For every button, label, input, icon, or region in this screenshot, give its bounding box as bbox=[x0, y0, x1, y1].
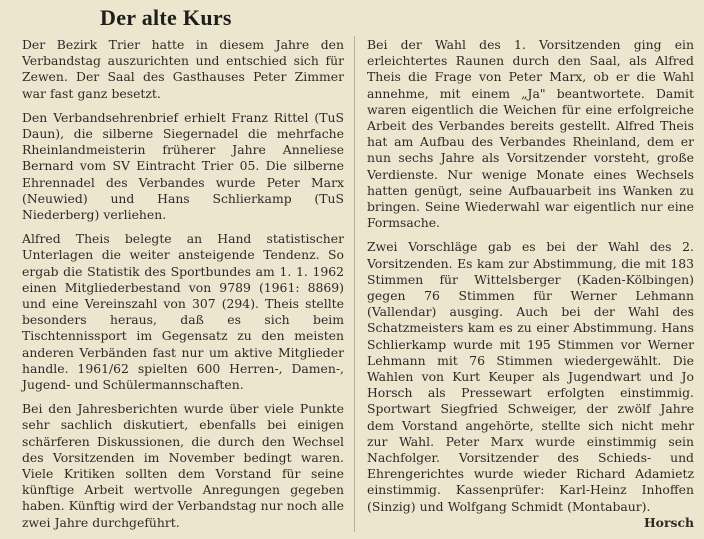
paragraph: Den Verbandsehrenbrief erhielt Franz Rittel (TuS Daun), die silberne Siegernadel die mehrfache Rheinlandmeisterin früherer Jahre Anneliese Bernard vom SV Eintracht Trier 05. Die silberne Ehrennadel des Verbandes wurde Peter Marx (Neuwied) und Hans Schlierkamp (TuS Niederberg) verliehen. bbox=[22, 109, 344, 223]
paragraph: Alfred Theis belegte an Hand statistischer Unterlagen die weiter ansteigende Tendenz. So ergab die Statistik des Sportbundes am 1. 1. 1962 einen Mitgliederbestand von 9789 (1961: 8869) und eine Vereinszahl von 307 (294). Theis stellte besonders heraus, daß es sich beim Tischtennissport im Gegensatz zu den meisten anderen Verbänden fast nur um aktive Mitglieder handle. 1961/62 spielten 600 Herren-, Damen-, Jugend- und Schülermannschaften. bbox=[22, 231, 344, 393]
column-divider bbox=[354, 36, 355, 532]
left-column bbox=[22, 37, 344, 539]
paragraph: Bei den Jahresberichten wurde über viele Punkte sehr sachlich diskutiert, ebenfalls bei einigen schärferen Diskussionen, die durch den Wechsel des Vorsitzenden im November bedingt waren. Viele Kritiken sollten dem Vorstand für seine künftige Arbeit wertvolle Anregungen gegeben haben. Künftig wird der Verbandstag nur noch alle zwei Jahre durchgeführt. bbox=[22, 401, 344, 530]
paragraph: Der Bezirk Trier hatte in diesem Jahre den Verbandstag auszurichten und entschied sich für Zewen. Der Saal des Gasthauses Peter Zimmer war fast ganz besetzt. bbox=[22, 37, 344, 101]
paragraph: Bei der Wahl des 1. Vorsitzenden ging ein erleichtertes Raunen durch den Saal, als Alfred Theis die Frage von Peter Marx, ob er die Wahl annehme, mit einem „Ja" beantwortete. Damit waren eigentlich die Weichen für eine erfolgreiche Arbeit des Verbandes bereits gestellt. Alfred Theis hat am Aufbau des Verbandes Rheinland, dem er nun sechs Jahre als Vorsitzender vorsteht, große Verdienste. Nur wenige Monate eines Wechsels hatten genügt, seine Aufbauarbeit ins Wanken zu bringen. Seine Wiederwahl war eigentlich nur eine Formsache. bbox=[367, 37, 694, 231]
right-column bbox=[367, 37, 694, 531]
article-title: Der alte Kurs bbox=[100, 5, 232, 30]
author-signature: Horsch bbox=[643, 514, 694, 530]
paragraph-text: Zwei Vorschläge gab es bei der Wahl des 2. Vorsitzenden. Es kam zur Abstimmung, die mit 183 Stimmen für Wittelsberger (Kaden-Kölbingen) gegen 76 Stimmen für Werner Lehmann (Vallendar) ausging. Auch bei der Wahl des Schatzmeisters kam es zu einer Abstimmung. Hans Schlierkamp wurde mit 195 Stimmen vor Werner Lehmann mit 76 Stimmen wiedergewählt. Die Wahlen von Kurt Keuper als Jugendwart und Jo Horsch als Pressewart erfolgten einstimmig. Sportwart Siegfried Schweiger, der zwölf Jahre dem Vorstand angehörte, stellte sich nicht mehr zur Wahl. Peter Marx wurde einstimmig sein Nachfolger. Vorsitzender des Schieds- und Ehrengerichtes wurde wieder Richard Adamietz einstimmig. Kassenprüfer: Karl-Heinz Inhoffen (Sinzig) und Wolfgang Schmidt (Montabaur). bbox=[367, 239, 694, 514]
paragraph-last bbox=[367, 239, 694, 530]
